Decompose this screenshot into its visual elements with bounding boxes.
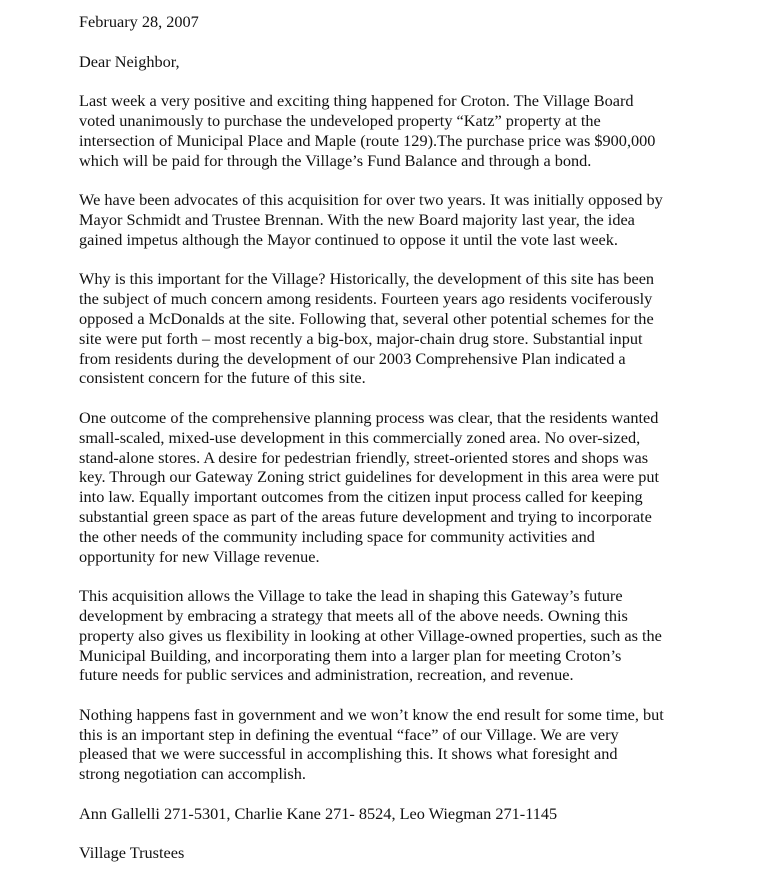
paragraph-line: opposed a McDonalds at the site. Following that, several other potential schemes for the bbox=[79, 308, 654, 328]
letter-salutation: Dear Neighbor, bbox=[79, 51, 180, 71]
paragraph-line: Nothing happens fast in government and we won’t know the end result for some time, but bbox=[79, 704, 664, 724]
paragraph-line: voted unanimously to purchase the undeveloped property “Katz” property at the bbox=[79, 110, 601, 130]
paragraph-line: consistent concern for the future of this site. bbox=[79, 368, 366, 388]
paragraph-line: We have been advocates of this acquisition for over two years. It was initially opposed by bbox=[79, 190, 663, 210]
paragraph-gateway-strategy bbox=[79, 586, 751, 685]
paragraph-line: which will be paid for through the Village’s Fund Balance and through a bond. bbox=[79, 150, 592, 170]
paragraph-line: gained impetus although the Mayor continued to oppose it until the vote last week. bbox=[79, 229, 618, 249]
paragraph-line: small-scaled, mixed-use development in this commercially zoned area. No over-sized, bbox=[79, 427, 641, 447]
paragraph-line: site were put forth – most recently a big-box, major-chain drug store. Substantial input bbox=[79, 328, 643, 348]
paragraph-line: into law. Equally important outcomes from the citizen input process called for keeping bbox=[79, 487, 643, 507]
paragraph-planning-outcome bbox=[79, 408, 751, 566]
paragraph-line: intersection of Municipal Place and Maple (route 129).The purchase price was $900,000 bbox=[79, 130, 656, 150]
paragraph-line: Mayor Schmidt and Trustee Brennan. With the new Board majority last year, the idea bbox=[79, 209, 635, 229]
paragraph-line: pleased that we were successful in accomplishing this. It shows what foresight and bbox=[79, 744, 618, 764]
paragraph-line: Last week a very positive and exciting thing happened for Croton. The Village Board bbox=[79, 91, 634, 111]
paragraph-line: Why is this important for the Village? Historically, the development of this site has been bbox=[79, 269, 655, 289]
paragraph-line: from residents during the development of our 2003 Comprehensive Plan indicated a bbox=[79, 348, 626, 368]
closing-title: Village Trustees bbox=[79, 843, 185, 863]
paragraph-purchase-announcement bbox=[79, 91, 751, 170]
letter-date: February 28, 2007 bbox=[79, 12, 199, 31]
paragraph-line: key. Through our Gateway Zoning strict guidelines for development in this area were put bbox=[79, 467, 660, 487]
paragraph-line: the subject of much concern among residents. Fourteen years ago residents vociferously bbox=[79, 289, 653, 309]
paragraph-line: This acquisition allows the Village to take the lead in shaping this Gateway’s future bbox=[79, 586, 623, 606]
paragraph-line: stand-alone stores. A desire for pedestrian friendly, street-oriented stores and shops was bbox=[79, 447, 649, 467]
signatories-line: Ann Gallelli 271-5301, Charlie Kane 271- 8524, Leo Wiegman 271-1145 bbox=[79, 803, 558, 823]
paragraph-line: substantial green space as part of the areas future development and trying to incorporate bbox=[79, 506, 652, 526]
paragraph-line: opportunity for new Village revenue. bbox=[79, 546, 320, 566]
paragraph-line: One outcome of the comprehensive planning process was clear, that the residents wanted bbox=[79, 407, 659, 427]
paragraph-conclusion bbox=[79, 705, 751, 784]
paragraph-line: this is an important step in defining the eventual “face” of our Village. We are very bbox=[79, 724, 619, 744]
paragraph-line: Municipal Building, and incorporating them into a larger plan for meeting Croton’s bbox=[79, 645, 622, 665]
paragraph-line: strong negotiation can accomplish. bbox=[79, 764, 306, 784]
paragraph-line: development by embracing a strategy that meets all of the above needs. Owning this bbox=[79, 605, 628, 625]
letter-document bbox=[79, 12, 751, 863]
paragraph-site-importance bbox=[79, 269, 751, 388]
paragraph-line: the other needs of the community including space for community activities and bbox=[79, 526, 595, 546]
paragraph-line: property also gives us flexibility in looking at other Village-owned properties, such as the bbox=[79, 625, 662, 645]
paragraph-advocacy-history bbox=[79, 190, 751, 249]
paragraph-line: future needs for public services and administration, recreation, and revenue. bbox=[79, 665, 574, 685]
